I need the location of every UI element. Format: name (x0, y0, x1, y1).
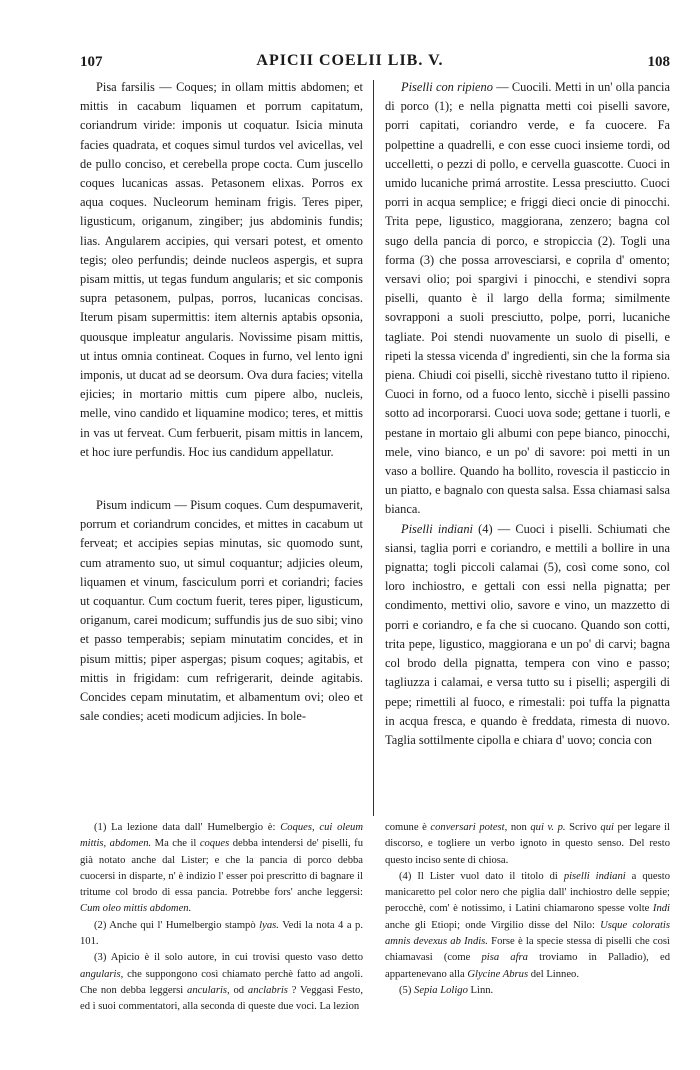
latin-column (80, 78, 363, 727)
recipe-text: — Cuocili. Metti in un' olla pancia di porco (1); e nella pignatta metti coi piselli savore, porri capitati, coriandro verde, e fa cuocere. Fa polpettine a quadrelli, e con esse cuoci insieme tordi, od uccelletti, o pezzi di pollo, e cervella guascotte. Cuoci in umido lucaniche primá arrostite. Lessa presciutto. Cuoci porri in acqua semplice; e friggi dieci oncie di pinocchi. Trita pepe, ligustico, maggiorana, zenzero; bagna col sugo della pancia di porco, e stropiccia (2). Togli una forma (3) che possa arrovesciarsi, e coprila d' omento; versavi olio; poi spargivi i pinocchi, e stendivi sopra piselli, quanto è il largo della forma; similmente sovrapponi a suoli presciutto, polpe, porri, lucaniche tagliate. Poi stendi nuovamente un suolo di piselli, e ripeti la stessa vicenda d' ingredienti, sin che la forma sia piena. Chiudi coi piselli, sicchè rivestano tutto il ripieno. Cuoci in forno, od a fuoco lento, sicchè i piselli passino sotto ad incorporarsi. Cuoci uova sode; gettane i tuorli, e pestane in mortaio gli albumi con pepe bianco, pinocchi, mele, vino bianco, e un po' di savore: poi metti in un vaso a bollire. Quando ha bollito, rovescia il pasticcio in un piatto, e bagnalo con questa salsa. Essa chiamasi salsa bianca. (385, 80, 670, 517)
recipe-pisum-indicum: Pisum indicum — Pisum coques. Cum despumaverit, porrum et coriandrum concides, et mittes in cacabum ut ferveat; et accipies sepias minutas, sic quomodo sunt, cum atramento suo, ut simul coquantur; adjicies oleum, liquamen et vinum, fasciculum porri et coriandri; facies ut coquantur. Cum coctum fuerit, teres piper, ligusticum, origanum, carei modicum; suffundis jus de suo sibi; vino et passo temperabis; sepiam minutatim concides, et in pisum mittis; piper aspergas; pisum coques; agitabis, et mittis in frigidam: cum refrigerarit, deinde agitabis. Concides cepam minutatim, et albamentum ovi; oleo et sale condies; aceti modicum adjicies. In bole- (80, 498, 363, 724)
footnote-4: (4) Il Lister vuol dato il titolo di piselli indiani a questo manicaretto pel color nero che piglia dall' inchiostro delle seppie; perocchè, com' è notissimo, i Latini chiamarono spesse volte Indi anche gli Etiopi; onde Virgilio disse del Nilo: Usque coloratis amnis devexus ab Indis. Forse è la specie stessa di piselli che così chiamavasi (come pisa afra troviamo in Palladio), ed appartenevano alla Glycine Abrus del Linneo. (385, 870, 671, 980)
footnote-5: (5) Sepia Loligo Linn. (399, 984, 494, 996)
footnotes-right (385, 820, 670, 999)
recipe-piselli-con-ripieno (385, 78, 670, 520)
page-number-left: 107 (80, 54, 103, 70)
recipe-piselli-indiani (385, 520, 670, 750)
footnotes-left (80, 820, 363, 1016)
column-divider (373, 80, 374, 816)
footnote-3-continued: comune è conversari potest, non qui v. p. Scrivo qui per legare il discorso, e togliere un verbo ignoto in questo senso. Del resto questo inciso sente di chiosa. (385, 822, 670, 866)
running-title: APICII COELII LIB. V. (256, 52, 444, 69)
page-number-right: 108 (647, 54, 670, 70)
italian-column (385, 78, 670, 750)
recipe-text: (4) — Cuoci i piselli. Schiumati che siansi, taglia porri e coriandro, e mettili a bollire in una pignatta; togli piccoli calamai (5), così come sono, col loro inchiostro, e gettali con essi nella pignatta; per condimento, mettivi olio, savore e vino, un mazzetto di porri e coriandro, e fa che si cuocano. Quando son cotti, trita pepe, ligustico, maggiorana e un po' di carvi; bagna col brodo della pignatta, tempera con vino e passo; tagliuzza i calamai, e versa tutto su i piselli; aspergili di pepe; rimettili al fuoco, e rimestali: poi tuffa la pignatta in acqua fresca, e quando è freddata, rimesta di nuovo. Taglia sottilmente cipolla e chiara d' uovo; concia con (385, 521, 670, 747)
recipe-title: Piselli con ripieno (401, 80, 493, 94)
footnote-3: (3) Apicio è il solo autore, in cui trovisi questo vaso detto angularis, che suppongono così chiamato perchè fatto ad angoli. Che non debba leggersi ancularis, od anclabris ? Veggasi Festo, ed i suoi commentatori, alla seconda di queste due voci. La lezion (80, 952, 363, 1013)
recipe-pisa-farsilis: Pisa farsilis — Coques; in ollam mittis abdomen; et mittis in cacabum liquamen et porrum capitatum, coriandrum viride: imponis ut coquatur. Isicia minuta facies quadrata, et coques simul turdos vel avicellas, vel de pullo conciso, et cerebella prope cocta. Cum juscello coques lucanicas assas. Petasonem elixas. Porros ex aqua coques. Nucleorum heminam frigis. Teres piper, ligusticum, origanum, zingiber; jus abdominis fundis; lias. Angularem accipies, qui versari potest, et omento tegis; oleo perfundis; deinde nucleos aspergis, et supra pisam mittis, ut tegas fundum angularis; et sic componis supra petasonem, pulpas, porros, lucanicas concisas. Iterum pisam supermittis: item alternis aptabis opsonia, quousque impleatur angularis. Novissime pisam mittis, ut intus omnia contineat. Coques in furno, vel lento igni imponis, ut ducat ad se deorsum. Ova dura facies; vitella ejicies; in mortario mittis cum pipere albo, nucleis, melle, vino candido et liquamine modico; teres, et mittis in vas ut ferveat. Cum ferbuerit, pisam mittis in lancem, et hoc iure perfundis. Hoc ius candidum appellatur. (80, 80, 363, 459)
recipe-title: Piselli indiani (401, 521, 473, 536)
page-header (0, 50, 700, 76)
footnote-2: (2) Anche qui l' Humelbergio stampò lyas. Vedi la nota 4 a p. 101. (80, 919, 363, 948)
footnote-1: (1) La lezione data dall' Humelbergio è: Coques, cui oleum mittis, abdomen. Ma che il coques debba intendersi de' piselli, fu già notato anche dal Lister; e che la pancia di porco debba cuocersi in disparte, n' è indizio l' esser poi prescritto di bagnare il tritume col brodo di essa pancia. Potrebbe fors' anche leggersi: Cum oleo mittis abdomen. (80, 822, 363, 915)
